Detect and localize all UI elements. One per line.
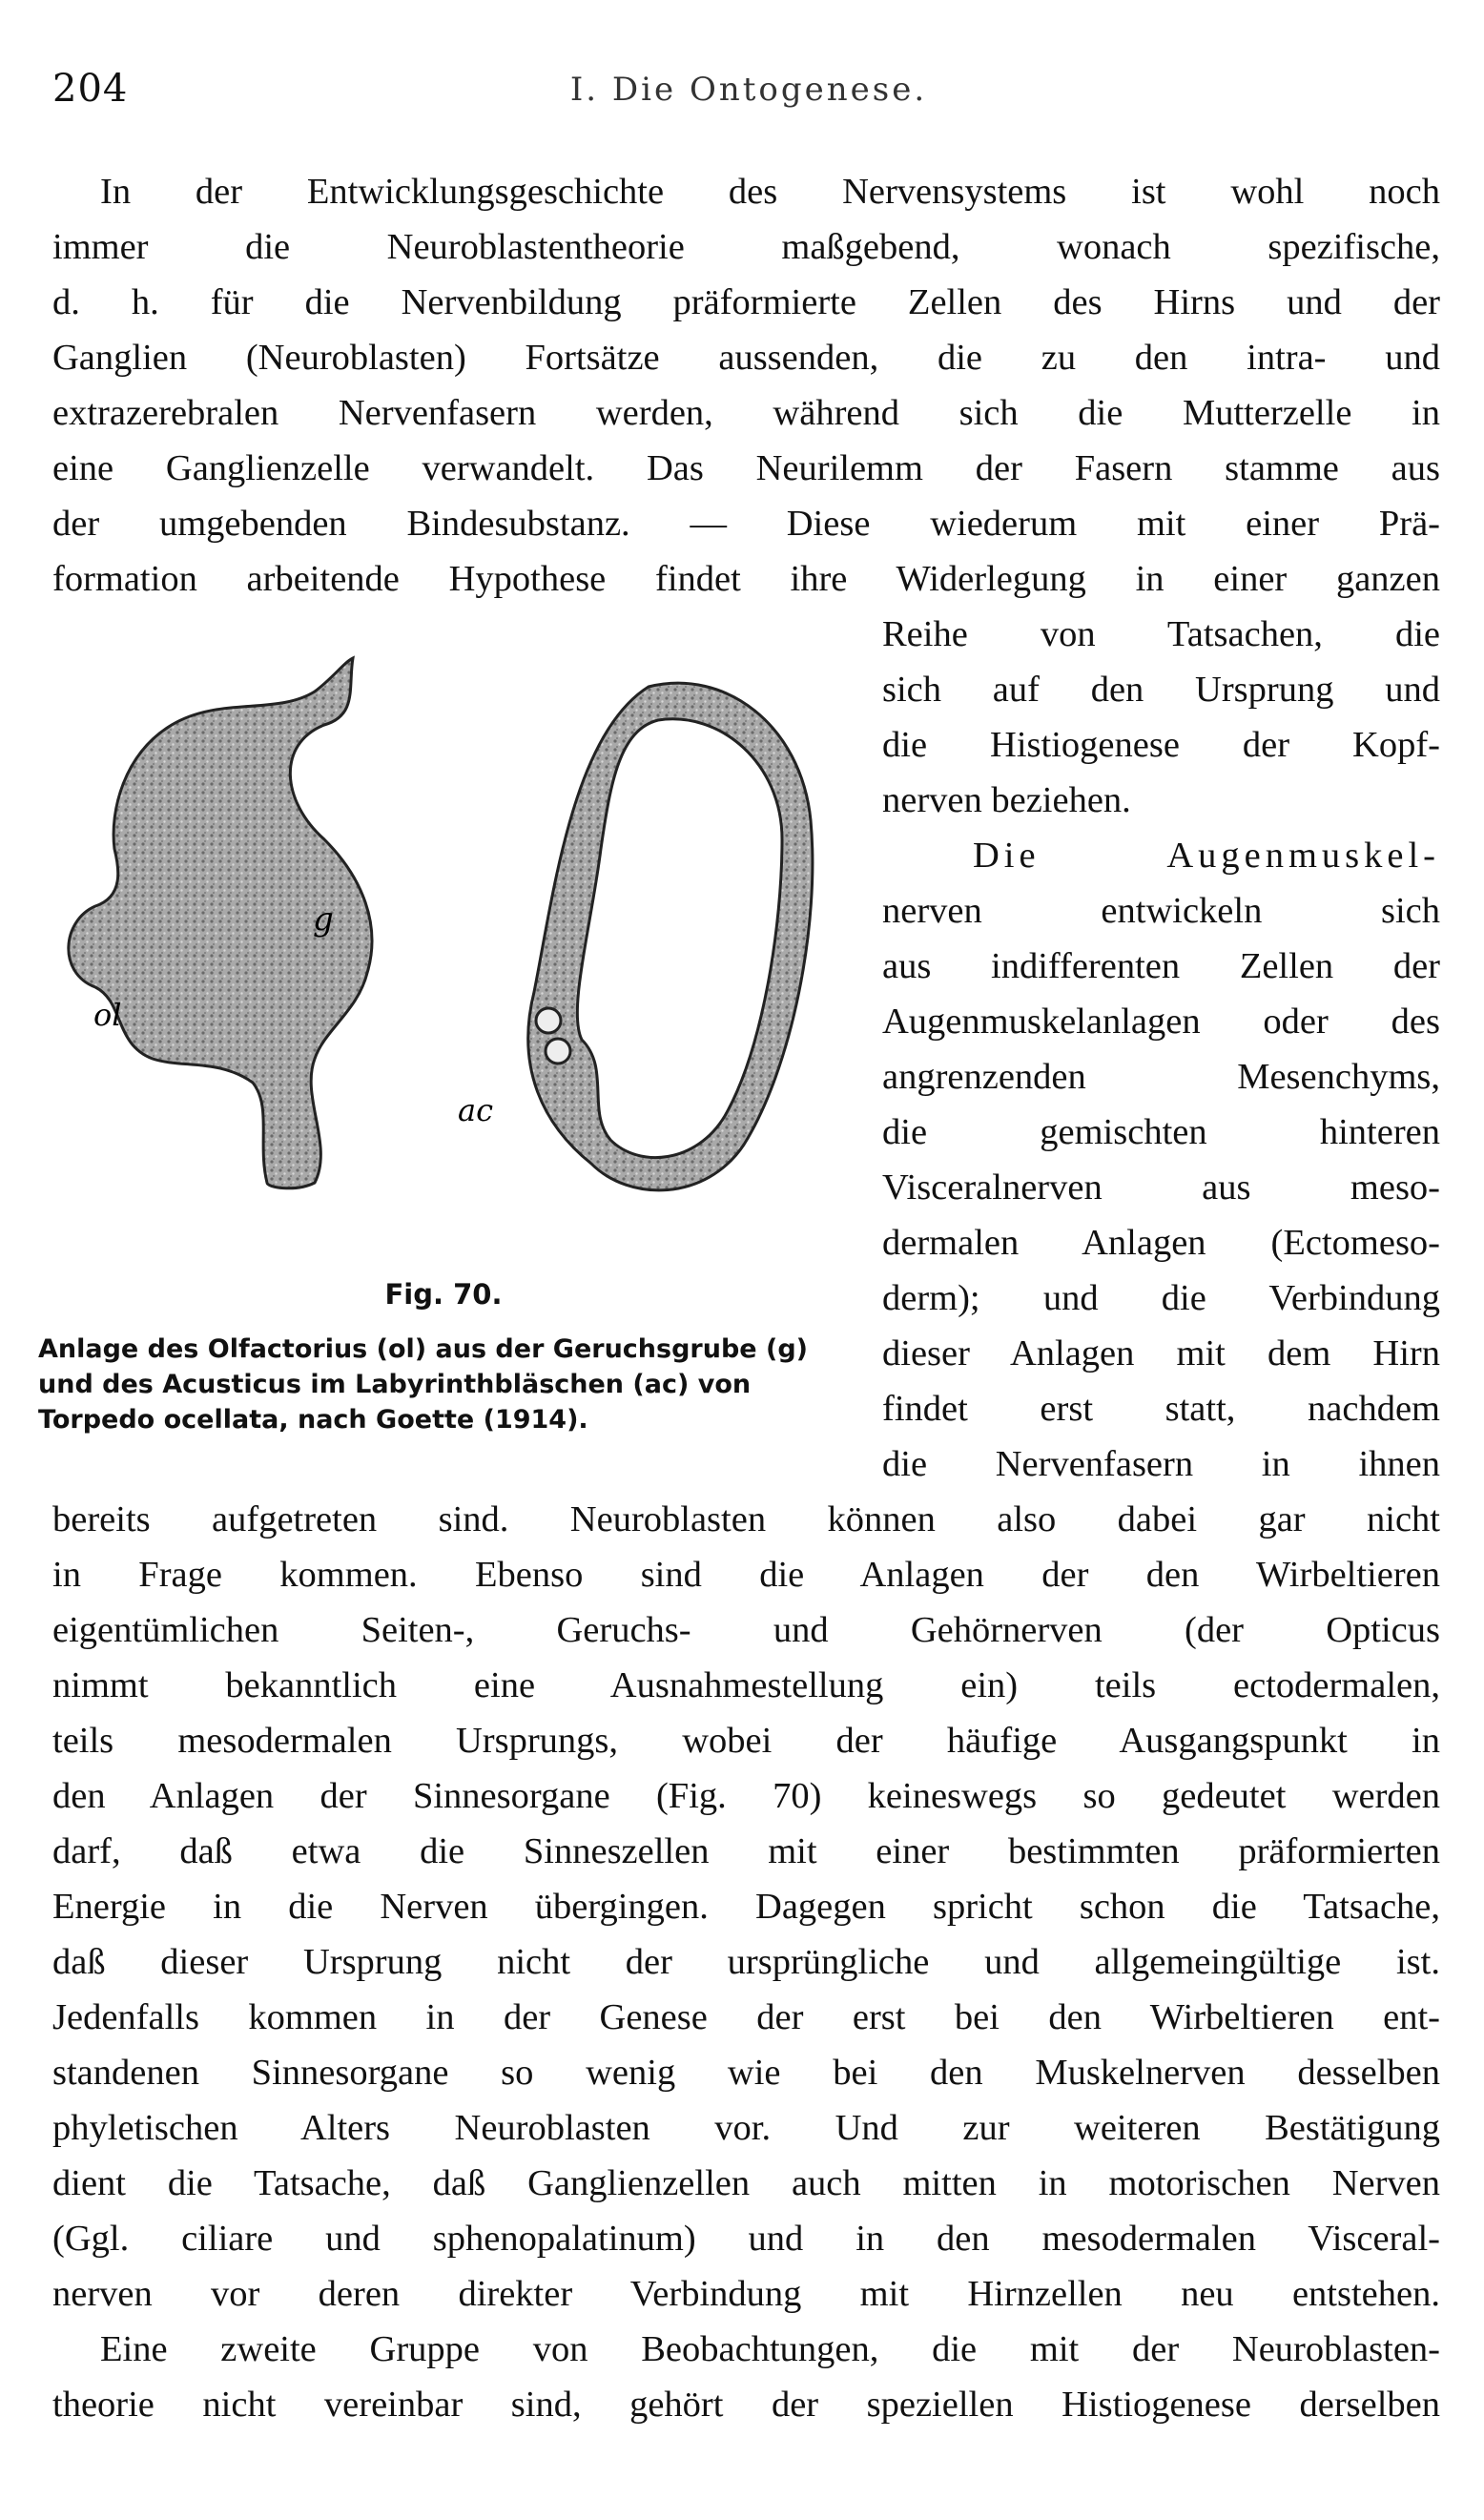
figure-caption-line: und des Acusticus im Labyrinthbläschen (ac) von bbox=[38, 1370, 752, 1399]
text-line: nerven vor deren direkter Verbindung mit Hirnzellen neu entstehen. bbox=[52, 2274, 1440, 2314]
text-line: daß dieser Ursprung nicht der ursprüngliche und allgemeingültige ist. bbox=[52, 1942, 1440, 1982]
text-line: teils mesodermalen Ursprungs, wobei der häufige Ausgangspunkt in bbox=[52, 1721, 1440, 1761]
ganglion-cell bbox=[546, 1039, 570, 1064]
text-line: phyletischen Alters Neuroblasten vor. Und zur weiteren Bestätigung bbox=[52, 2108, 1440, 2148]
text-line: Jedenfalls kommen in der Genese der erst bei den Wirbeltieren ent- bbox=[52, 1997, 1440, 2037]
text-line: (Ggl. ciliare und sphenopalatinum) und in den mesodermalen Visceral- bbox=[52, 2219, 1440, 2259]
text-line: Augenmuskelanlagen oder des bbox=[882, 1002, 1440, 1042]
text-line: theorie nicht vereinbar sind, gehört der speziellen Histiogenese derselben bbox=[52, 2385, 1440, 2425]
page-header bbox=[52, 67, 1445, 124]
text-line: die Histiogenese der Kopf- bbox=[882, 725, 1440, 765]
text-line: Die Augenmuskel- bbox=[973, 836, 1440, 876]
text-line: eigentümlichen Seiten-, Geruchs- und Gehörnerven (der Opticus bbox=[52, 1610, 1440, 1650]
text-line: den Anlagen der Sinnesorgane (Fig. 70) keineswegs so gedeutet werden bbox=[52, 1776, 1440, 1816]
text-line: bereits aufgetreten sind. Neuroblasten können also dabei gar nicht bbox=[52, 1499, 1440, 1539]
text-line: die gemischten hinteren bbox=[882, 1112, 1440, 1152]
text-line: Visceralnerven aus meso- bbox=[882, 1167, 1440, 1208]
text-line: Eine zweite Gruppe von Beobachtungen, die mit der Neuroblasten- bbox=[100, 2329, 1440, 2369]
figure-70-illustration bbox=[38, 610, 877, 1259]
text-line: Energie in die Nerven übergingen. Dagegen spricht schon die Tatsache, bbox=[52, 1887, 1440, 1927]
ganglion-cell bbox=[536, 1008, 561, 1033]
text-line: formation arbeitende Hypothese findet ihre Widerlegung in einer ganzen bbox=[52, 559, 1440, 599]
text-line: dieser Anlagen mit dem Hirn bbox=[882, 1333, 1440, 1374]
label-ol: ol bbox=[93, 997, 122, 1033]
text-line: nerven beziehen. bbox=[882, 780, 1131, 820]
text-line: Ganglien (Neuroblasten) Fortsätze aussenden, die zu den intra- und bbox=[52, 338, 1440, 378]
text-line: die Nervenfasern in ihnen bbox=[882, 1444, 1440, 1484]
text-line: Reihe von Tatsachen, die bbox=[882, 614, 1440, 654]
figure-caption-line: Anlage des Olfactorius (ol) aus der Geruchsgrube (g) bbox=[38, 1334, 809, 1364]
figure-number: Fig. 70. bbox=[384, 1278, 503, 1311]
text-line: extrazerebralen Nervenfasern werden, während sich die Mutterzelle in bbox=[52, 393, 1440, 433]
text-line: nerven entwickeln sich bbox=[882, 891, 1440, 931]
text-line: in Frage kommen. Ebenso sind die Anlagen der den Wirbeltieren bbox=[52, 1555, 1440, 1595]
text-line: aus indifferenten Zellen der bbox=[882, 946, 1440, 986]
running-title: I. Die Ontogenese. bbox=[569, 71, 928, 109]
text-line: immer die Neuroblastentheorie maßgebend, wonach spezifische, bbox=[52, 227, 1440, 267]
text-line: eine Ganglienzelle verwandelt. Das Neurilemm der Fasern stamme aus bbox=[52, 448, 1440, 488]
page-number: 204 bbox=[52, 67, 129, 111]
text-line: derm); und die Verbindung bbox=[882, 1278, 1440, 1318]
text-line: darf, daß etwa die Sinneszellen mit einer bestimmten präformierten bbox=[52, 1831, 1440, 1871]
text-line: nimmt bekanntlich eine Ausnahmestellung ein) teils ectodermalen, bbox=[52, 1665, 1440, 1705]
text-line: d. h. für die Nervenbildung präformierte Zellen des Hirns und der bbox=[52, 282, 1440, 322]
text-line: findet erst statt, nachdem bbox=[882, 1389, 1440, 1429]
label-ac: ac bbox=[458, 1092, 493, 1128]
figure-caption-line: Torpedo ocellata, nach Goette (1914). bbox=[38, 1405, 588, 1435]
text-line: In der Entwicklungsgeschichte des Nervensystems ist wohl noch bbox=[100, 172, 1440, 212]
text-line: dermalen Anlagen (Ectomeso- bbox=[882, 1223, 1440, 1263]
label-g: g bbox=[313, 900, 334, 939]
text-line: sich auf den Ursprung und bbox=[882, 670, 1440, 710]
text-line: standenen Sinnesorgane so wenig wie bei den Muskelnerven desselben bbox=[52, 2053, 1440, 2093]
text-line: dient die Tatsache, daß Ganglienzellen auch mitten in motorischen Nerven bbox=[52, 2163, 1440, 2203]
text-line: der umgebenden Bindesubstanz. — Diese wiederum mit einer Prä- bbox=[52, 504, 1440, 544]
text-line: angrenzenden Mesenchyms, bbox=[882, 1057, 1440, 1097]
